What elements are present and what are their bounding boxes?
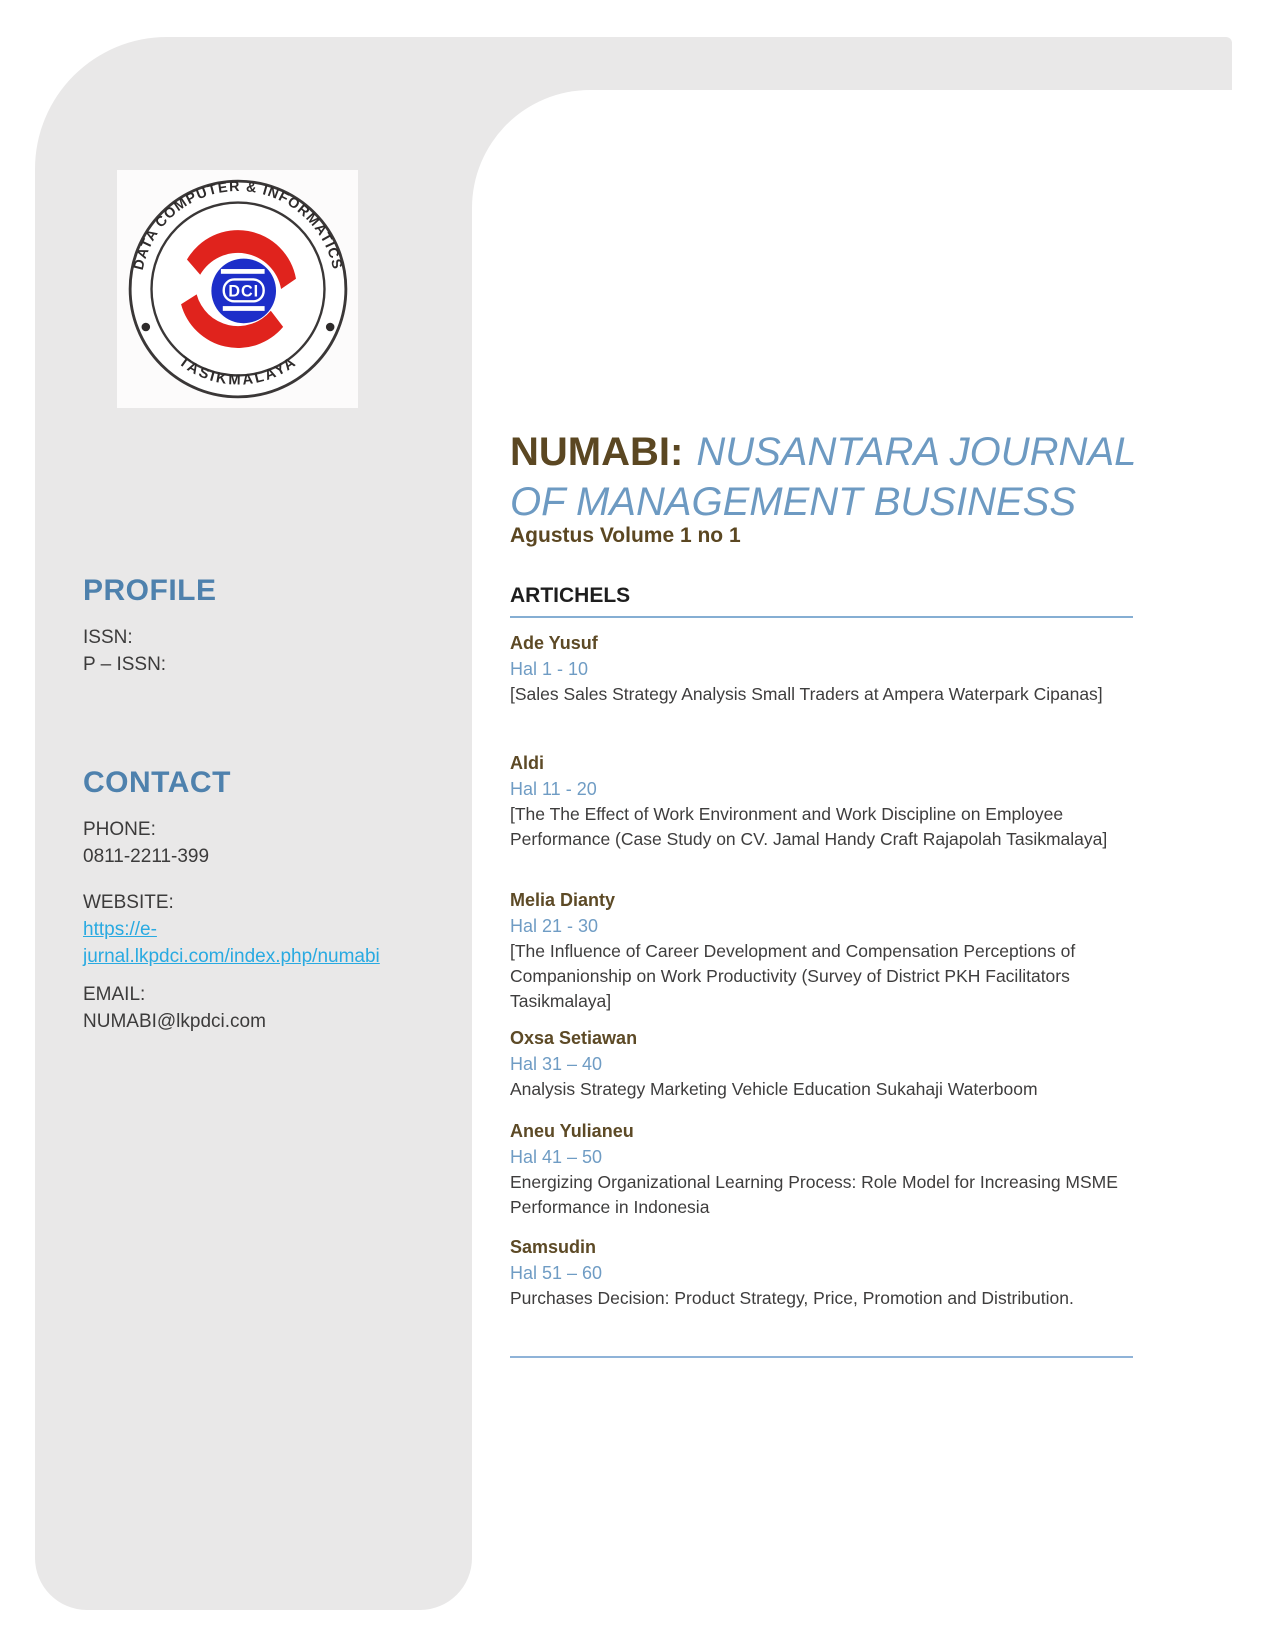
article-pages: Hal 51 – 60: [510, 1263, 603, 1283]
article-author: Aldi: [510, 753, 544, 773]
website-block: [83, 889, 380, 970]
article-pages: Hal 11 - 20: [510, 779, 597, 799]
article-pages: Hal 41 – 50: [510, 1147, 603, 1167]
article-author: Melia Dianty: [510, 890, 616, 910]
phone-block: [83, 816, 209, 870]
journal-name-part2: OF MANAGEMENT BUSINESS: [510, 480, 1077, 524]
dci-logo-icon: [123, 174, 353, 404]
website-link-line2[interactable]: jurnal.lkpdci.com/index.php/numabi: [83, 946, 380, 967]
logo-arc-top-text: DATA COMPUTER & INFORMATICS: [130, 178, 345, 272]
logo-bottom-bar: [222, 306, 264, 311]
article-title: [Sales Sales Strategy Analysis Small Traders at Ampera Waterpark Cipanas]: [510, 684, 1103, 704]
logo-top-bar: [220, 269, 264, 274]
article-item: [510, 1025, 1142, 1102]
phone-value: 0811-2211-399: [83, 846, 210, 867]
journal-logo: [117, 170, 358, 408]
bottom-rule: [510, 1356, 1133, 1358]
article-item: [510, 630, 1142, 707]
article-item: [510, 1234, 1142, 1311]
article-author: Samsudin: [510, 1237, 597, 1257]
content-panel: [472, 90, 1275, 1650]
logo-right-dot: [325, 323, 334, 332]
logo-arc-bottom-text: TASIKMALAYA: [175, 353, 300, 389]
email-block: [83, 981, 266, 1035]
article-item: [510, 1118, 1142, 1220]
contact-heading: CONTACT: [83, 766, 231, 799]
article-pages: Hal 31 – 40: [510, 1054, 603, 1074]
email-label: EMAIL:: [83, 984, 146, 1005]
website-link[interactable]: [83, 916, 380, 970]
logo-center-text: DCI: [227, 282, 259, 301]
article-title: Analysis Strategy Marketing Vehicle Education Sukahaji Waterboom: [510, 1079, 1038, 1099]
journal-acronym: NUMABI:: [510, 430, 684, 474]
website-link-line1[interactable]: https://e-: [83, 919, 157, 940]
article-title: [The Influence of Career Development and Compensation Perceptions of Companionship on Work Productivity (Survey of District PKH Facilitators Tasikmalaya]: [510, 941, 1076, 1011]
website-label: WEBSITE:: [83, 892, 174, 913]
article-item: [510, 750, 1142, 852]
profile-heading: PROFILE: [83, 574, 217, 607]
journal-name-part1: NUSANTARA JOURNAL: [696, 430, 1137, 474]
article-title: Purchases Decision: Product Strategy, Price, Promotion and Distribution.: [510, 1288, 1074, 1308]
profile-block: [83, 624, 166, 678]
article-pages: Hal 21 - 30: [510, 916, 599, 936]
articles-heading: ARTICHELS: [510, 584, 1133, 618]
page-title: [510, 427, 1170, 527]
article-author: Ade Yusuf: [510, 633, 598, 653]
email-value: NUMABI@lkpdci.com: [83, 1011, 266, 1032]
page-title-line1: [510, 427, 1170, 477]
issn-label: ISSN:: [83, 627, 133, 648]
article-author: Oxsa Setiawan: [510, 1028, 638, 1048]
article-pages: Hal 1 - 10: [510, 659, 589, 679]
article-item: [510, 887, 1142, 1014]
phone-label: PHONE:: [83, 819, 156, 840]
article-author: Aneu Yulianeu: [510, 1121, 634, 1141]
article-title: Energizing Organizational Learning Process: Role Model for Increasing MSME Performance in Indonesia: [510, 1172, 1118, 1217]
article-title: [The The Effect of Work Environment and Work Discipline on Employee Performance (Case Study on CV. Jamal Handy Craft Rajapolah Tasikmalaya]: [510, 804, 1108, 849]
volume-subtitle: Agustus Volume 1 no 1: [510, 524, 741, 547]
logo-left-dot: [141, 323, 150, 332]
p-issn-label: P – ISSN:: [83, 654, 167, 675]
